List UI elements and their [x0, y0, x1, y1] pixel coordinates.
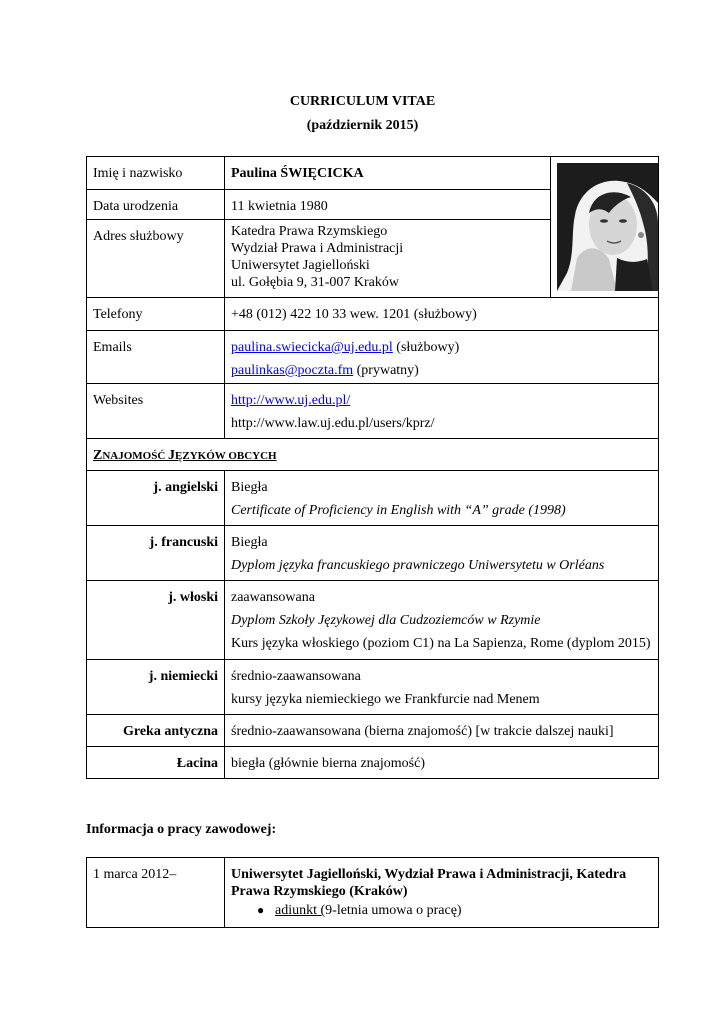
work-date: 1 marca 2012–	[87, 858, 225, 928]
work-table	[86, 857, 659, 928]
language-name: Greka antyczna	[87, 715, 225, 747]
language-level: średnio-zaawansowana (bierna znajomość) [w trakcie dalszej nauki]	[225, 715, 659, 747]
document-date: (październik 2015)	[306, 118, 419, 133]
phone-label: Telefony	[87, 298, 225, 331]
language-level: Biegła	[231, 480, 268, 495]
name-label: Imię i nazwisko	[87, 157, 225, 190]
language-level: średnio-zaawansowana	[231, 669, 361, 684]
section-initial: Z	[93, 448, 103, 463]
work-position-item	[231, 902, 652, 919]
name-value: Paulina ŚWIĘCICKA	[225, 157, 551, 190]
address-line: ul. Gołębia 9, 31-007 Kraków	[231, 275, 399, 290]
language-course: kursy języka niemieckiego we Frankfurcie nad Menem	[231, 692, 540, 707]
language-details	[225, 471, 659, 526]
work-position-text: 9-letnia umowa o pracę)	[325, 903, 462, 918]
language-course: Kurs języka włoskiego (poziom C1) na La Sapienza, Rome (dyplom 2015)	[231, 636, 651, 651]
email-private-note: (prywatny)	[353, 363, 419, 378]
work-position-underlined: adiunkt (	[275, 903, 326, 918]
address-line: Uniwersytet Jagielloński	[231, 258, 370, 273]
language-level: biegła (głównie bierna znajomość)	[225, 747, 659, 779]
bullet-icon: ●	[257, 903, 265, 917]
address-value	[225, 220, 551, 298]
language-details	[225, 660, 659, 715]
section-text: NAJOMOŚĆ	[102, 450, 169, 462]
language-certificate: Dyplom języka francuskiego prawniczego Uniwersytetu w Orléans	[231, 558, 605, 573]
email-private-link[interactable]: paulinkas@poczta.fm	[231, 363, 354, 378]
portrait-photo	[557, 163, 658, 291]
address-label: Adres służbowy	[87, 220, 225, 298]
emails-value	[225, 331, 659, 384]
section-initial: J	[168, 448, 176, 463]
website-text: http://www.law.uj.edu.pl/users/kprz/	[231, 416, 435, 431]
work-employer: Uniwersytet Jagielloński, Wydział Prawa i Administracji, Katedra Prawa Rzymskiego (Kraków)	[231, 867, 627, 899]
language-name: j. włoski	[87, 581, 225, 660]
section-text: ĘZYKÓW OBCYCH	[175, 450, 277, 462]
email-work-link[interactable]: paulina.swiecicka@uj.edu.pl	[231, 340, 393, 355]
address-line: Katedra Prawa Rzymskiego	[231, 224, 388, 239]
language-details	[225, 581, 659, 660]
language-certificate: Certificate of Proficiency in English with “A” grade (1998)	[231, 503, 566, 518]
address-line: Wydział Prawa i Administracji	[231, 241, 404, 256]
languages-section-header	[87, 439, 659, 471]
language-name: j. angielski	[87, 471, 225, 526]
document-title: CURRICULUM VITAE	[289, 94, 436, 109]
language-name: j. francuski	[87, 526, 225, 581]
email-work-note: (służbowy)	[392, 340, 460, 355]
language-name: Łacina	[87, 747, 225, 779]
personal-info-table	[86, 156, 659, 779]
work-details	[225, 858, 659, 928]
language-certificate: Dyplom Szkoły Językowej dla Cudzoziemców w Rzymie	[231, 613, 541, 628]
language-level: zaawansowana	[231, 590, 315, 605]
website-link[interactable]: http://www.uj.edu.pl/	[231, 393, 351, 408]
phone-value: +48 (012) 422 10 33 wew. 1201 (służbowy)	[225, 298, 659, 331]
websites-label: Websites	[87, 384, 225, 439]
language-level: Biegła	[231, 535, 268, 550]
language-details	[225, 526, 659, 581]
dob-value: 11 kwietnia 1980	[225, 190, 551, 220]
emails-label: Emails	[87, 331, 225, 384]
photo-cell	[551, 157, 659, 298]
language-name: j. niemiecki	[87, 660, 225, 715]
dob-label: Data urodzenia	[87, 190, 225, 220]
work-heading: Informacja o pracy zawodowej:	[86, 822, 277, 837]
websites-value	[225, 384, 659, 439]
